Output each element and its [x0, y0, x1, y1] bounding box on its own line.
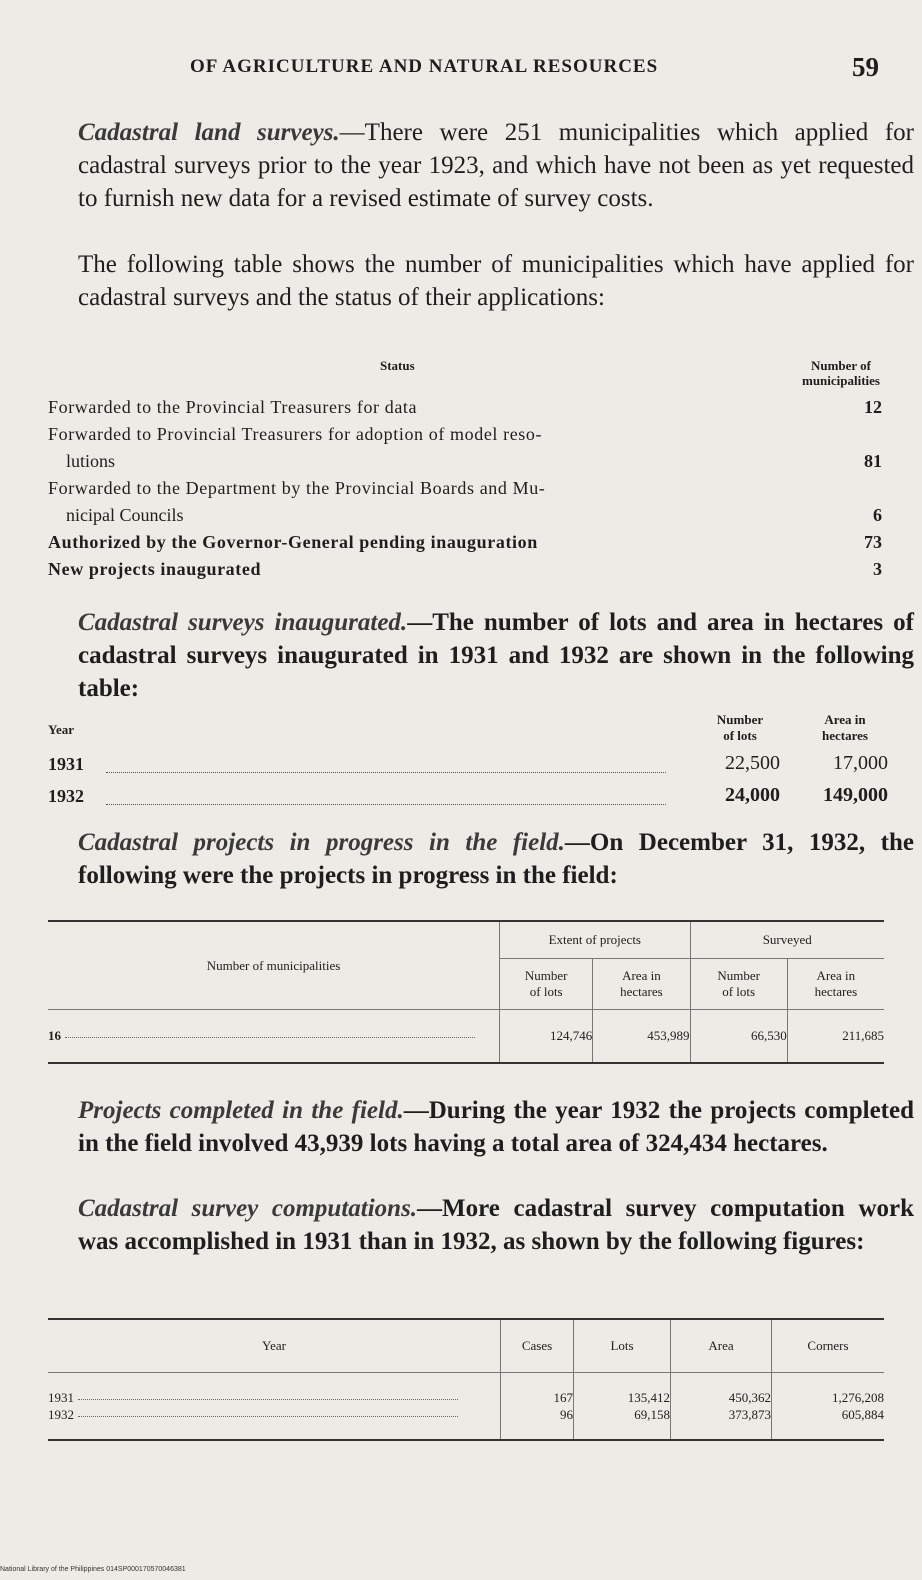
status-list-header	[48, 356, 888, 394]
dot-leader	[65, 1036, 475, 1038]
status-row	[48, 556, 888, 583]
municipalities-value: 16	[48, 1028, 61, 1043]
header-line2: hectares	[620, 984, 663, 999]
year-cell: 1931	[48, 754, 84, 774]
status-value: 81	[864, 451, 882, 471]
extent-lots-cell: 124,746	[500, 1010, 593, 1064]
page-number: 59	[852, 52, 879, 82]
corners-cell	[772, 1373, 885, 1441]
paragraph-text: The following table shows the number of municipalities which have applied for cadastral surveys and the status of their applications:	[78, 251, 914, 311]
status-row	[48, 394, 888, 421]
status-text: New projects inaugurated	[48, 559, 262, 579]
status-value: 3	[873, 559, 882, 579]
lots-1931: 135,412	[627, 1390, 670, 1405]
status-row	[48, 529, 888, 556]
cases-1932: 96	[560, 1407, 573, 1422]
lots-header-line1: Number	[716, 712, 764, 727]
status-text: Forwarded to the Provincial Treasurers for data	[48, 397, 418, 417]
year-1932: 1932	[48, 1407, 74, 1422]
status-row	[48, 421, 888, 475]
paragraph-lead: Projects completed in the field.	[78, 1097, 404, 1124]
cases-header: Cases	[501, 1319, 574, 1373]
library-footer: National Library of the Philippines 014SP000170570046381	[0, 1566, 186, 1573]
lots-header-line2: of lots	[723, 728, 757, 743]
dot-leader	[106, 804, 666, 805]
status-value: 6	[873, 505, 882, 525]
surveyed-lots-cell: 66,530	[690, 1010, 787, 1064]
header-line2: of lots	[722, 984, 756, 999]
status-text-continued: nicipal Councils	[66, 505, 184, 525]
extent-lots-header	[500, 959, 593, 1010]
lots-header: Lots	[574, 1319, 671, 1373]
count-header-line1: Number of	[810, 358, 872, 373]
paragraph-text: —More cadastral survey computation work was accomplished in 1931 than in 1932, as shown by the following figures:	[78, 1195, 914, 1255]
header-line1: Area in	[622, 968, 661, 983]
corners-1931: 1,276,208	[832, 1390, 884, 1405]
header-line1: Number	[524, 968, 568, 983]
header-line1: Area in	[816, 968, 856, 983]
table-row	[48, 1010, 884, 1064]
inaugurated-table-header	[48, 712, 888, 752]
count-header-line2: municipalities	[801, 373, 880, 388]
table-row	[48, 1373, 884, 1441]
extent-header: Extent of projects	[500, 921, 690, 959]
paragraph-survey-computations	[48, 1192, 914, 1258]
status-text-continued: lutions	[66, 451, 116, 471]
extent-area-header	[593, 959, 690, 1010]
computations-table	[48, 1318, 884, 1441]
municipalities-cell	[48, 1010, 500, 1064]
area-header	[800, 712, 890, 744]
area-cell: 149,000	[823, 784, 888, 806]
year-cell	[48, 1373, 501, 1441]
status-text: Forwarded to Provincial Treasurers for adoption of model reso-	[48, 424, 543, 444]
status-text: Authorized by the Governor-General pending inauguration	[48, 532, 538, 552]
paragraph-text: —On December 31, 1932, the following were the projects in progress in the field:	[78, 829, 914, 889]
paragraph-projects-completed	[48, 1094, 914, 1160]
status-list	[48, 356, 888, 583]
paragraph-lead: Cadastral land surveys.	[78, 119, 340, 146]
area-1931: 450,362	[728, 1390, 771, 1405]
paragraph-text: —There were 251 municipalities which applied for cadastral surveys prior to the year 1923, and which have not been as yet requested to furnish new data for a revised estimate of survey costs.	[78, 119, 914, 212]
status-text: Forwarded to the Department by the Provincial Boards and Mu-	[48, 478, 546, 498]
header-line2: hectares	[814, 984, 858, 999]
table-row	[48, 752, 888, 784]
cases-1931: 167	[553, 1390, 573, 1405]
dot-leader	[78, 1398, 458, 1400]
status-row	[48, 475, 888, 529]
paragraph-status-intro	[48, 248, 914, 314]
table-row	[48, 784, 888, 816]
lots-cell: 24,000	[725, 784, 780, 806]
lots-cell: 22,500	[725, 752, 780, 774]
running-title: OF AGRICULTURE AND NATURAL RESOURCES	[190, 56, 659, 77]
inaugurated-table	[48, 712, 888, 816]
year-header: Year	[48, 1319, 501, 1373]
area-cell: 17,000	[833, 752, 888, 774]
municipalities-header: Number of municipalities	[48, 921, 500, 1010]
area-1932: 373,873	[728, 1407, 771, 1422]
year-1931: 1931	[48, 1390, 74, 1405]
table-header-row	[48, 1319, 884, 1373]
surveyed-lots-header	[690, 959, 787, 1010]
lots-cell	[574, 1373, 671, 1441]
paragraph-surveys-inaugurated	[48, 606, 914, 705]
page-header	[0, 52, 922, 92]
paragraph-lead: Cadastral projects in progress in the field.	[78, 829, 565, 856]
lots-header	[700, 712, 780, 744]
surveyed-area-header	[787, 959, 884, 1010]
header-line2: of lots	[529, 984, 563, 999]
surveyed-area-cell: 211,685	[787, 1010, 884, 1064]
corners-1932: 605,884	[841, 1407, 884, 1422]
year-cell: 1932	[48, 786, 84, 806]
paragraph-lead: Cadastral surveys inaugurated.	[78, 609, 408, 636]
paragraph-lead: Cadastral survey computations.	[78, 1195, 418, 1222]
area-cell	[671, 1373, 772, 1441]
area-header-line1: Area in	[824, 712, 866, 727]
corners-header: Corners	[772, 1319, 885, 1373]
lots-1932: 69,158	[634, 1407, 670, 1422]
paragraph-text: —During the year 1932 the projects completed in the field involved 43,939 lots having a total area of 324,434 hectares.	[78, 1097, 914, 1157]
surveyed-header: Surveyed	[690, 921, 884, 959]
area-header: Area	[671, 1319, 772, 1373]
table-header-row	[48, 921, 884, 959]
extent-area-cell: 453,989	[593, 1010, 690, 1064]
dot-leader	[106, 772, 666, 773]
area-header-line2: hectares	[822, 728, 868, 743]
status-header: Status	[380, 358, 415, 373]
paragraph-text: —The number of lots and area in hectares of cadastral surveys inaugurated in 1931 and 1932 are shown in the following table:	[78, 609, 914, 702]
year-header: Year	[48, 722, 74, 737]
status-value: 73	[864, 532, 882, 552]
cases-cell	[501, 1373, 574, 1441]
header-line1: Number	[717, 968, 760, 983]
projects-in-progress-table	[48, 920, 884, 1064]
paragraph-cadastral-land-surveys	[48, 116, 914, 215]
count-header	[802, 358, 880, 388]
paragraph-projects-in-progress	[48, 826, 914, 892]
status-value: 12	[864, 397, 882, 417]
dot-leader	[78, 1415, 458, 1417]
